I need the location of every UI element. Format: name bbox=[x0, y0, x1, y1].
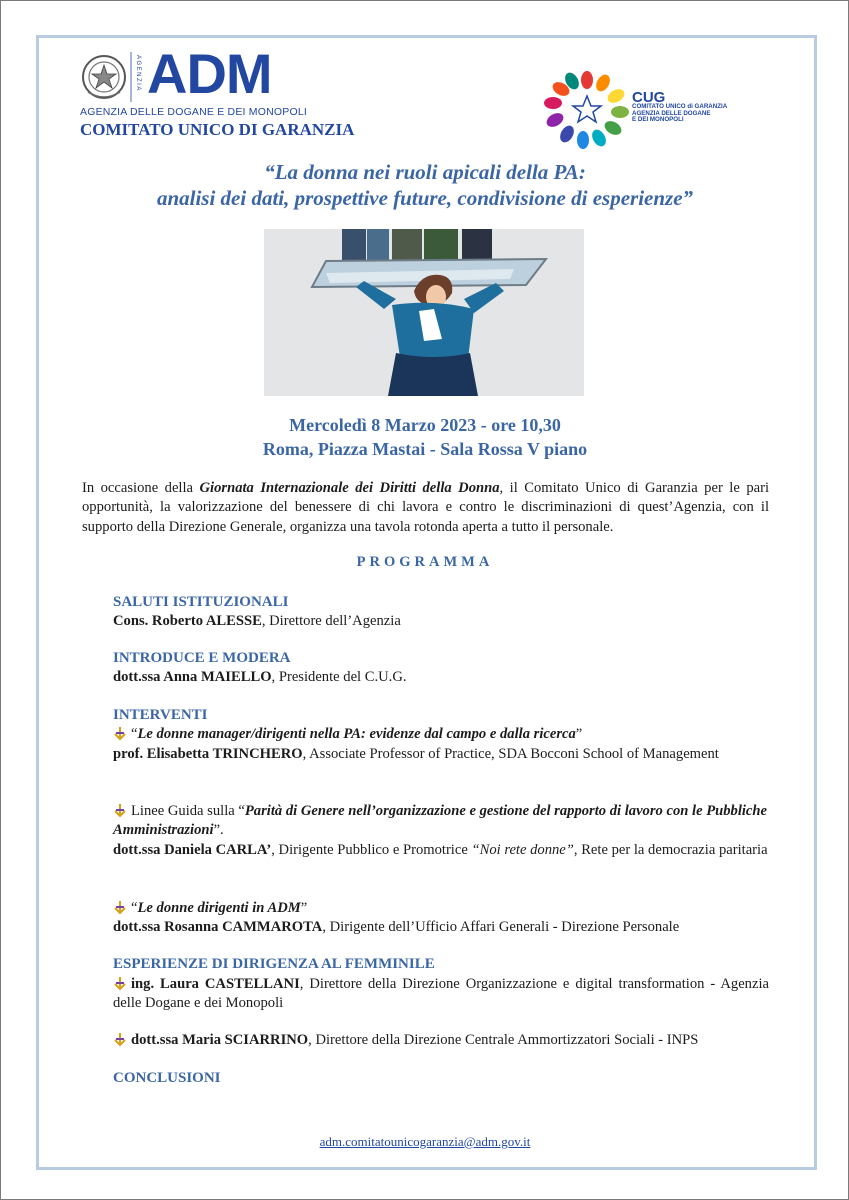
event-location: Roma, Piazza Mastai - Sala Rossa V piano bbox=[262, 439, 588, 459]
section-interventi-heading: INTERVENTI bbox=[113, 707, 208, 723]
moderator-speaker: dott.ssa Anna MAIELLO, Presidente del C.U.G. bbox=[113, 669, 407, 685]
intervento-3-speaker: dott.ssa Rosanna CAMMAROTA, Dirigente dell’Ufficio Affari Generali - Direzione Personale bbox=[113, 919, 680, 935]
intro-paragraph: In occasione della Giornata Internazionale dei Diritti della Donna, il Comitato Unico di Garanzia per le pari opportunità, la valorizzazione del benessere di chi lavora e contro le discriminazioni di quest’Agenzia, con il supporto della Direzione Generale, organizza una tavola rotonda aperta a tutto il personale. bbox=[82, 480, 770, 535]
intervento-3-title: “Le donne dirigenti in ADM” bbox=[113, 899, 769, 918]
event-title-line-2: analisi dei dati, prospettive future, condivisione di esperienze” bbox=[156, 186, 694, 210]
woman-breaking-glass-ceiling-illustration bbox=[264, 229, 584, 396]
esperienza-2-speaker: dott.ssa Maria SCIARRINO, Direttore della Direzione Centrale Ammortizzatori Sociali - INPS bbox=[113, 1031, 769, 1050]
committee-name: COMITATO UNICO DI GARANZIA bbox=[80, 120, 355, 139]
programma-heading: PROGRAMMA bbox=[356, 554, 494, 570]
section-esperienze-heading: ESPERIENZE DI DIRIGENZA AL FEMMINILE bbox=[113, 956, 435, 972]
svg-text:AGENZIA: AGENZIA bbox=[135, 55, 141, 92]
saluti-speaker: Cons. Roberto ALESSE, Direttore dell’Agenzia bbox=[113, 613, 401, 629]
section-introduce-heading: INTRODUCE E MODERA bbox=[113, 650, 291, 666]
arrow-bullet-icon bbox=[113, 803, 127, 817]
arrow-bullet-icon bbox=[113, 900, 127, 914]
arrow-bullet-icon bbox=[113, 726, 127, 740]
intervento-2-speaker: dott.ssa Daniela CARLA’, Dirigente Pubblico e Promotrice “Noi rete donne”, Rete per la democrazia paritaria bbox=[113, 842, 768, 858]
cug-logo-caption: COMITATO UNICO di GARANZIA AGENZIA DELLE DOGANE E DEI MONOPOLI bbox=[632, 103, 728, 124]
event-date: Mercoledì 8 Marzo 2023 - ore 10,30 bbox=[289, 415, 561, 435]
esperienza-1-speaker: ing. Laura CASTELLANI, Direttore della Direzione Organizzazione e digital transformation - Agenzia delle Dogane e dei Monopoli bbox=[113, 976, 769, 1012]
event-title-line-1: “La donna nei ruoli apicali della PA: bbox=[264, 160, 586, 184]
section-saluti-heading: SALUTI ISTITUZIONALI bbox=[113, 594, 289, 610]
cug-acronym: CUG bbox=[632, 89, 666, 106]
contact-email-link[interactable]: adm.comitatounicogaranzia@adm.gov.it bbox=[319, 1134, 531, 1149]
agency-name: AGENZIA DELLE DOGANE E DEI MONOPOLI bbox=[80, 106, 307, 118]
intervento-2-title: Linee Guida sulla “Parità di Genere nell’organizzazione e gestione del rapporto di lavoro con le Pubbliche Amministrazioni”. bbox=[113, 803, 767, 839]
intervento-1-speaker: prof. Elisabetta TRINCHERO, Associate Professor of Practice, SDA Bocconi School of Management bbox=[113, 746, 719, 762]
italian-republic-emblem-icon bbox=[80, 52, 128, 102]
agenzia-vertical-label bbox=[130, 52, 140, 102]
arrow-bullet-icon bbox=[113, 976, 127, 990]
intervento-1-title: “Le donne manager/dirigenti nella PA: evidenze dal campo e dalla ricerca” bbox=[113, 725, 769, 744]
adm-logo-text: ADM bbox=[147, 42, 272, 105]
arrow-bullet-icon bbox=[113, 1032, 127, 1046]
cug-hands-logo-icon bbox=[543, 70, 631, 148]
highlight-day: Giornata Internazionale dei Diritti della Donna bbox=[199, 480, 500, 496]
section-conclusioni-heading: CONCLUSIONI bbox=[113, 1070, 221, 1086]
